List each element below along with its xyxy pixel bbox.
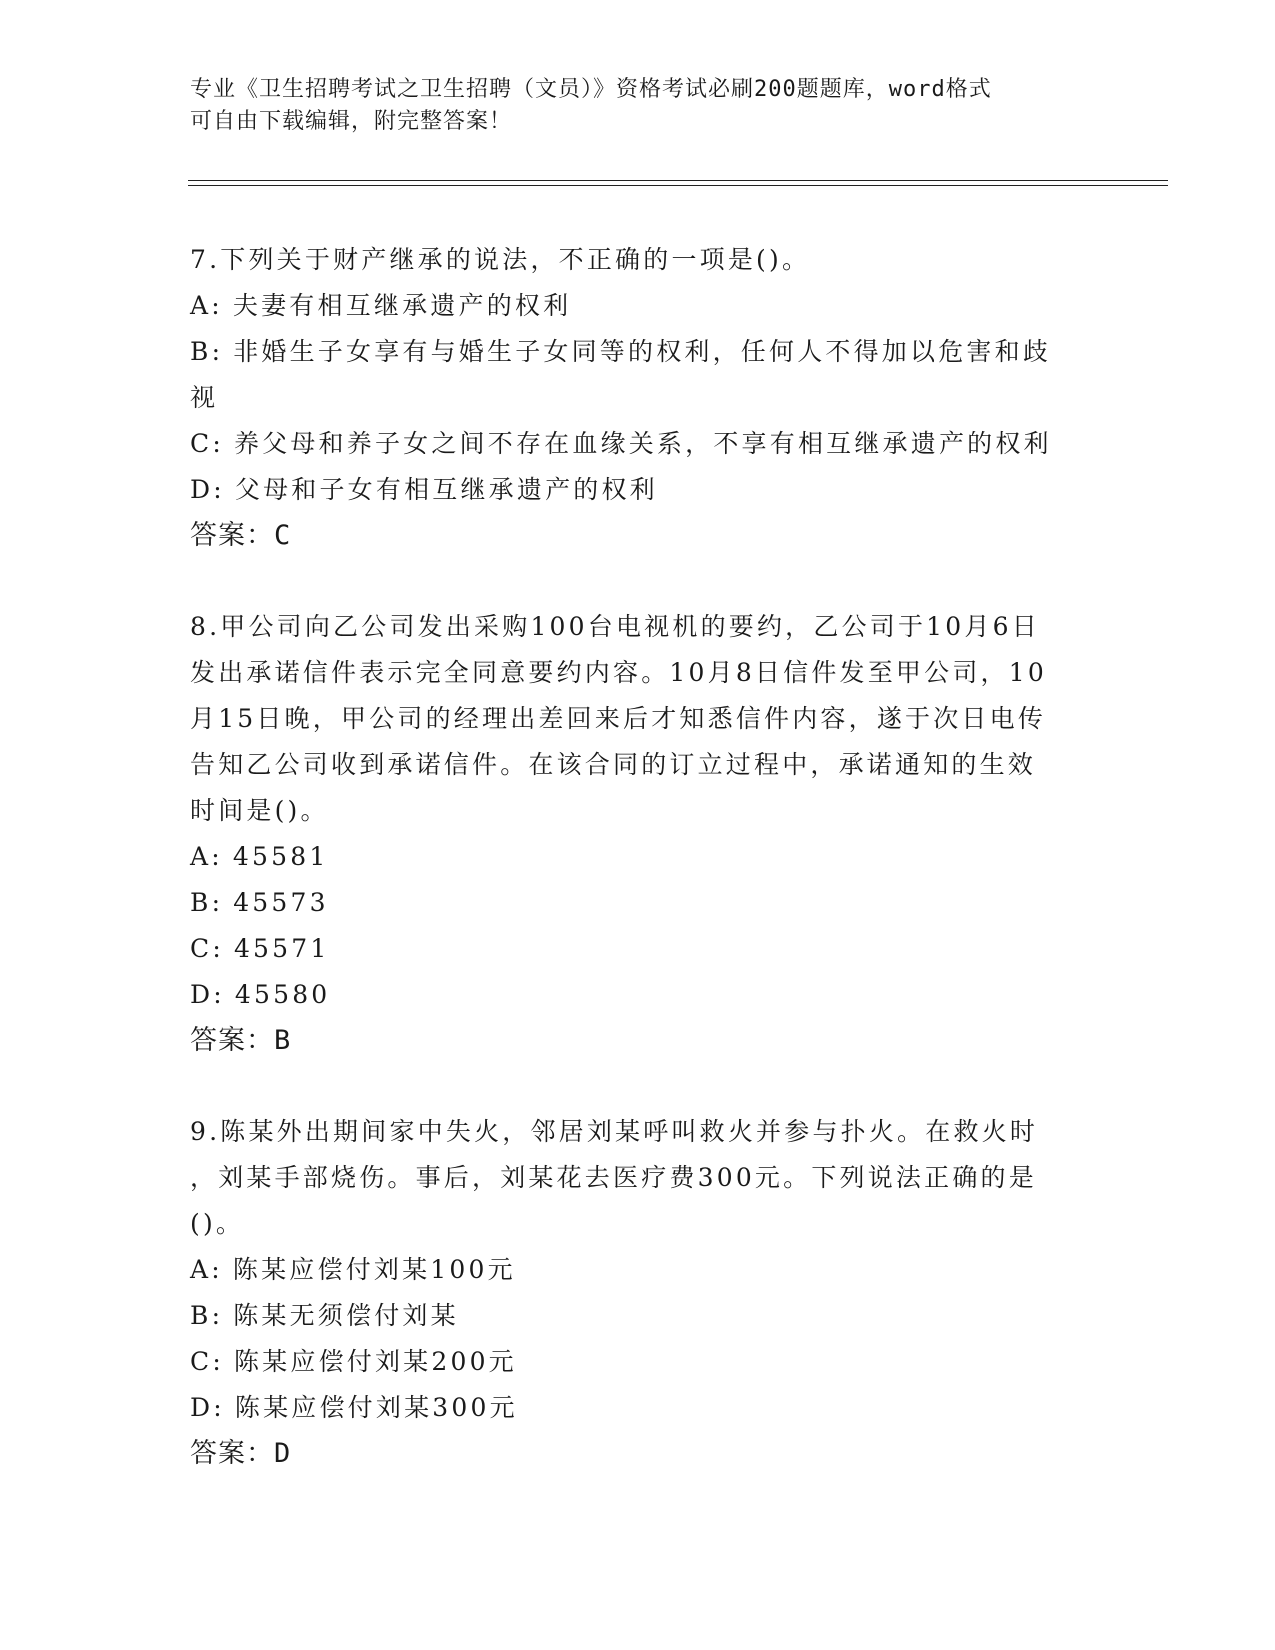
question-stem-line: ，刘某手部烧伤。事后，刘某花去医疗费300元。下列说法正确的是 xyxy=(190,1163,1037,1192)
question-stem-line: 7.下列关于财产继承的说法，不正确的一项是()。 xyxy=(190,245,811,274)
option-text: 45573 xyxy=(233,888,329,917)
option-letter: A: xyxy=(190,1255,223,1284)
answer-line: 答案：B xyxy=(190,1025,292,1056)
option-d xyxy=(190,1385,1090,1431)
option-text: 45571 xyxy=(233,934,330,963)
question-9 xyxy=(190,1109,1090,1477)
option-b xyxy=(190,1293,1090,1339)
option-b xyxy=(190,329,1090,421)
option-text: 陈某应偿付刘某200元 xyxy=(233,1347,517,1376)
option-letter: C: xyxy=(190,429,224,458)
header-divider-top xyxy=(188,180,1168,181)
header-title-line-1: 专业《卫生招聘考试之卫生招聘（文员）》资格考试必刷200题题库，word格式 xyxy=(190,77,992,102)
header-divider-bottom xyxy=(188,185,1168,186)
option-a xyxy=(190,283,1090,329)
option-text: 夫妻有相互继承遗产的权利 xyxy=(232,291,572,320)
option-text: 父母和子女有相互继承遗产的权利 xyxy=(234,475,658,504)
option-text: 45581 xyxy=(232,842,329,871)
question-8 xyxy=(190,604,1090,1064)
option-a xyxy=(190,834,1090,880)
option-letter: B: xyxy=(190,888,224,917)
option-letter: A: xyxy=(190,842,223,871)
answer-line: 答案：D xyxy=(190,1438,292,1469)
question-stem xyxy=(190,604,1090,834)
option-text-continued: 视 xyxy=(190,383,219,412)
option-text: 陈某无须偿付刘某 xyxy=(233,1301,459,1330)
question-stem-line: 发出承诺信件表示完全同意要约内容。10月8日信件发至甲公司，10 xyxy=(190,658,1047,687)
option-c xyxy=(190,1339,1090,1385)
option-letter: B: xyxy=(190,337,224,366)
option-text: 陈某应偿付刘某100元 xyxy=(232,1255,516,1284)
question-stem-line: 8.甲公司向乙公司发出采购100台电视机的要约，乙公司于10月6日 xyxy=(190,612,1040,641)
option-letter: A: xyxy=(190,291,223,320)
option-letter: D: xyxy=(190,475,225,504)
question-stem-line: 告知乙公司收到承诺信件。在该合同的订立过程中，承诺通知的生效 xyxy=(190,750,1037,779)
document-header xyxy=(190,74,1090,138)
question-stem xyxy=(190,237,1090,283)
option-c xyxy=(190,926,1090,972)
option-b xyxy=(190,880,1090,926)
answer-line: 答案：C xyxy=(190,520,292,551)
option-letter: B: xyxy=(190,1301,224,1330)
option-text: 45580 xyxy=(234,980,331,1009)
option-letter: C: xyxy=(190,934,224,963)
question-stem xyxy=(190,1109,1090,1247)
question-stem-line: 9.陈某外出期间家中失火，邻居刘某呼叫救火并参与扑火。在救火时 xyxy=(190,1117,1039,1146)
option-letter: D: xyxy=(190,1393,225,1422)
question-7 xyxy=(190,237,1090,559)
option-text: 非婚生子女享有与婚生子女同等的权利，任何人不得加以危害和歧 xyxy=(233,337,1052,366)
option-d xyxy=(190,972,1090,1018)
question-stem-line: ()。 xyxy=(190,1209,245,1238)
question-stem-line: 月15日晚，甲公司的经理出差回来后才知悉信件内容，遂于次日电传 xyxy=(190,704,1047,733)
header-title-line-2: 可自由下载编辑，附完整答案！ xyxy=(190,109,513,134)
option-letter: C: xyxy=(190,1347,224,1376)
option-letter: D: xyxy=(190,980,225,1009)
option-text: 陈某应偿付刘某300元 xyxy=(234,1393,518,1422)
option-c xyxy=(190,421,1090,467)
option-d xyxy=(190,467,1090,513)
question-stem-line: 时间是()。 xyxy=(190,796,329,825)
option-a xyxy=(190,1247,1090,1293)
option-text: 养父母和养子女之间不存在血缘关系，不享有相互继承遗产的权利 xyxy=(233,429,1052,458)
